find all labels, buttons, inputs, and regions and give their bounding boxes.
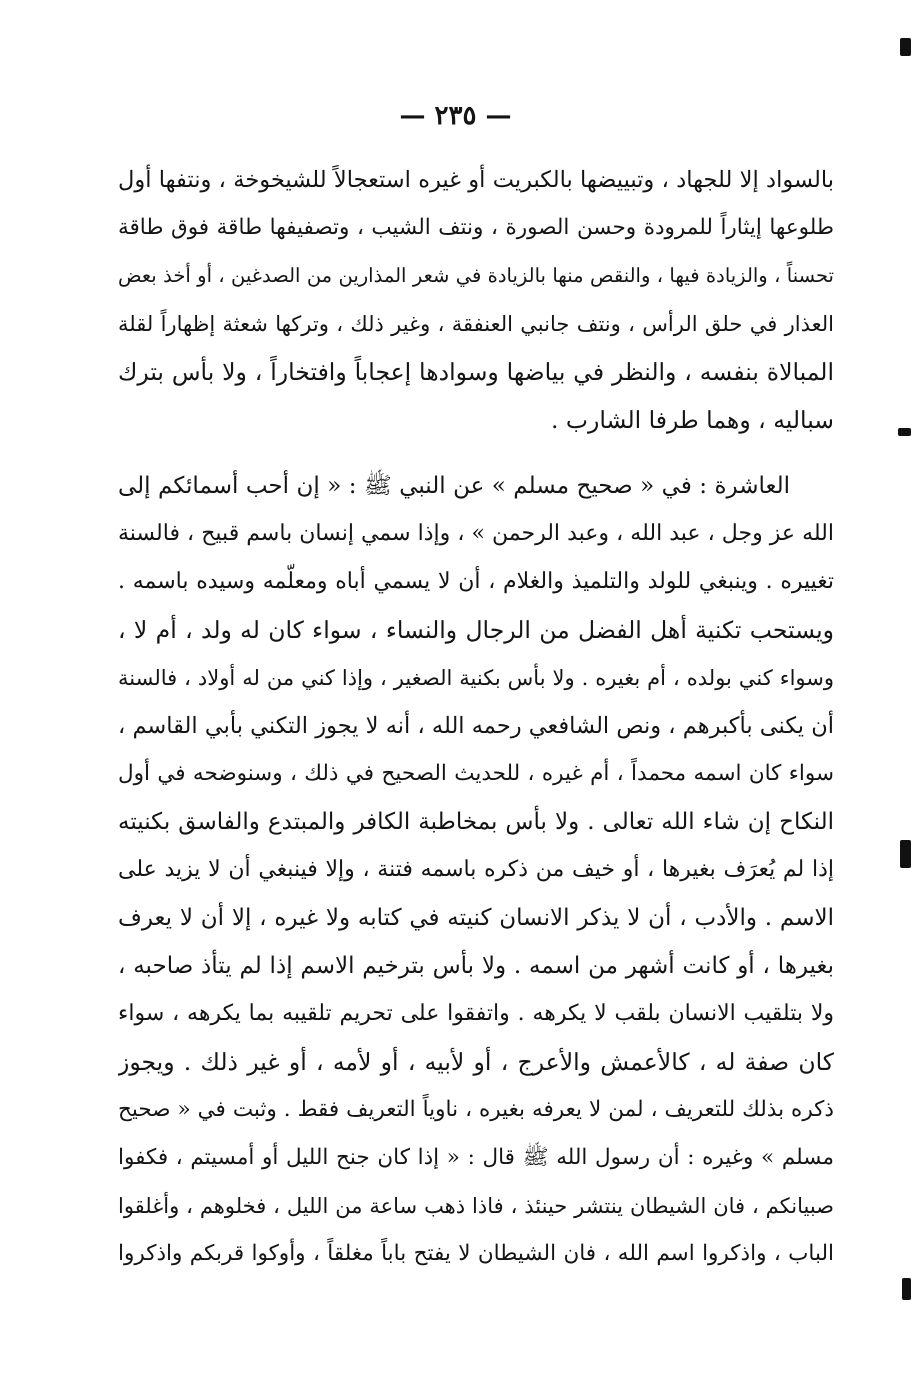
text-line: سباليه ، وهما طرفا الشارب . (550, 406, 834, 434)
text-line: المبالاة بنفسه ، والنظر في بياضها وسوادها إعجاباً وافتخاراً ، ولا بأس بترك (118, 358, 834, 386)
text-line: إذا لم يُعرَف بغيرها ، أو خيف من ذكره باسمه فتنة ، وإلا فينبغي أن لا يزيد على (118, 857, 834, 882)
scan-edge-mark (900, 38, 911, 56)
text-line: النكاح إن شاء الله تعالى . ولا بأس بمخاطبة الكافر والمبتدع والفاسق بكنيته (118, 809, 834, 835)
text-line: مسلم » وغيره : أن رسول الله ﷺ قال : « إذا كان جنح الليل أو أمسيتم ، فكفوا (118, 1145, 834, 1170)
text-line: كان صفة له ، كالأعمش والأعرج ، أو لأبيه ، أو لأمه ، أو غير ذلك . ويجوز (118, 1048, 834, 1076)
text-line: العاشرة : في « صحيح مسلم » عن النبي ﷺ : « إن أحب أسمائكم إلى (118, 473, 790, 499)
text-line: تحسناً ، والزيادة فيها ، والنقص منها بالزيادة في شعر المذارين من الصدغين ، أو أخذ بعض (118, 264, 834, 287)
text-line: ولا بتلقيب الانسان بلقب لا يكرهه . واتفقوا على تحريم تلقيبه بما يكرهه ، سواء (118, 1001, 834, 1026)
text-line: ويستحب تكنية أهل الفضل من الرجال والنساء ، سواء كان له ولد ، أم لا ، (118, 616, 834, 644)
paragraph-2 (118, 462, 834, 1278)
text-line: بغيرها ، أو كانت أشهر من اسمه . ولا بأس بترخيم الاسم إذا لم يتأذ صاحبه ، (118, 953, 834, 979)
text-line: الاسم . والأدب ، أن لا يذكر الانسان كنيته في كتابه ولا غيره ، إلا أن لا يعرف (118, 905, 834, 931)
text-line: الباب ، واذكروا اسم الله ، فان الشيطان لا يفتح باباً مغلقاً ، وأوكوا قربكم واذكروا (118, 1241, 834, 1266)
text-line: الله عز وجل ، عبد الله ، وعبد الرحمن » ، وإذا سمي إنسان باسم قبيح ، فالسنة (118, 521, 834, 546)
page-number: — ٢٣٥ — (399, 101, 512, 131)
text-line: العذار في حلق الرأس ، ونتف جانبي العنفقة ، وغير ذلك ، وتركها شعثة إظهاراً لقلة (118, 312, 834, 336)
scan-edge-mark (900, 840, 911, 868)
text-line: تغييره . وينبغي للولد والتلميذ والغلام ، أن لا يسمي أباه ومعلّمه وسيده باسمه . (118, 569, 834, 594)
scan-edge-mark (902, 1278, 911, 1300)
paragraph-1 (118, 156, 834, 444)
scan-edge-mark (898, 428, 911, 436)
text-line: أن يكنى بأكبرهم ، ونص الشافعي رحمه الله ، أنه لا يجوز التكني بأبي القاسم ، (118, 713, 834, 739)
text-line: بالسواد إلا للجهاد ، وتبييضها بالكبريت أو غيره استعجالاً للشيخوخة ، ونتفها أول (118, 167, 834, 193)
text-line: ذكره بذلك للتعريف ، لمن لا يعرفه بغيره ، ناوياً التعريف فقط . وثبت في « صحيح (118, 1097, 834, 1122)
text-line: وسواء كني بولده ، أم بغيره . ولا بأس بكنية الصغير ، وإذا كني من له أولاد ، فالسنة (118, 666, 834, 690)
text-line: سواء كان اسمه محمداً ، أم غيره ، للحديث الصحيح في ذلك ، وسنوضحه في أول (118, 761, 834, 786)
text-line: طلوعها إيثاراً للمرودة وحسن الصورة ، ونتف الشيب ، وتصفيفها طاقة فوق طاقة (118, 215, 834, 240)
text-line: صبيانكم ، فان الشيطان ينتشر حينئذ ، فاذا ذهب ساعة من الليل ، فخلوهم ، وأغلقوا (118, 1194, 834, 1218)
